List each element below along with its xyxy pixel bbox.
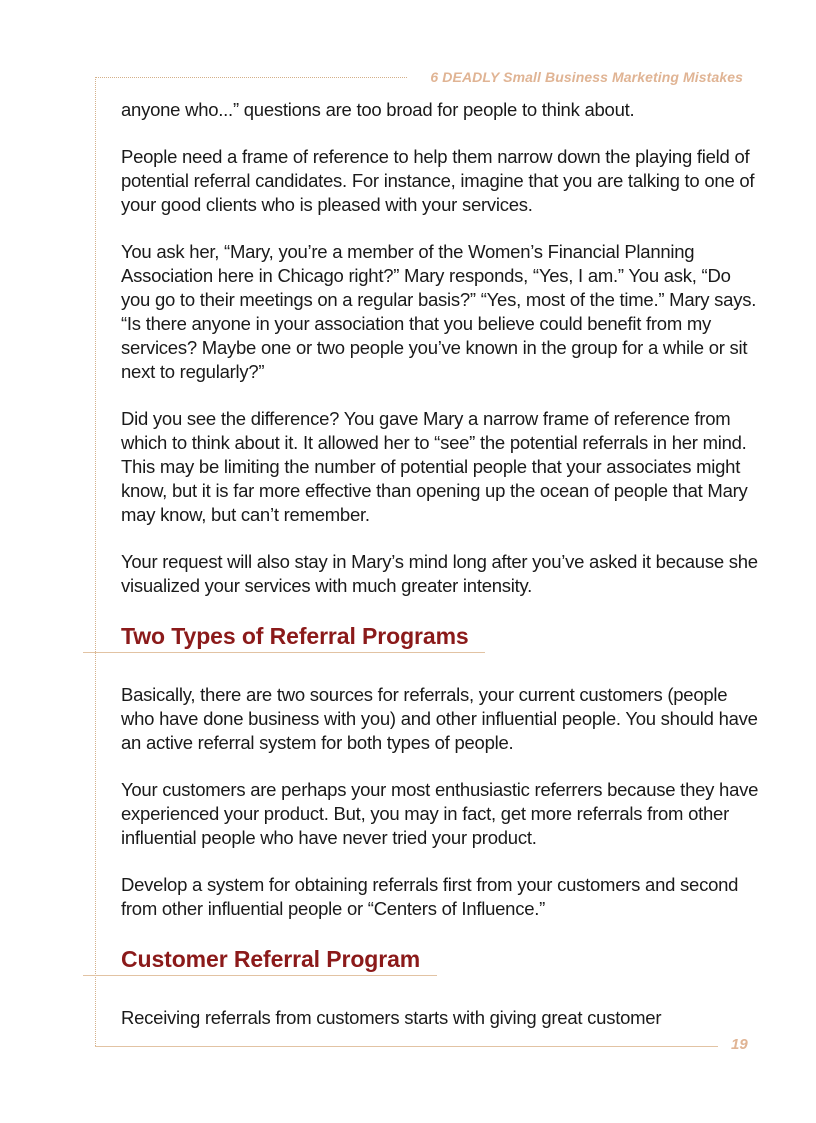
paragraph: Did you see the difference? You gave Mary a narrow frame of reference from which to think about it. It allowed her to “see” the potential referrals in her mind. This may be limiting the number of potential people that your associates might know, but it is far more effective than opening up the ocean of people that Mary may know, but can’t remember. [121,408,748,525]
heading-underline [83,975,437,976]
left-margin-rule [95,77,96,1046]
paragraph: Your customers are perhaps your most enthusiastic referrers because they have experienced your product. But, you may in fact, get more referrals from other influential people who have never tried your product. [121,779,759,848]
section-heading-customer-referral: Customer Referral Program [121,946,421,972]
paragraph: Receiving referrals from customers starts with giving great customer [121,1007,662,1028]
heading-underline [83,652,485,653]
section-heading-two-types: Two Types of Referral Programs [121,623,469,649]
header-rule [95,77,407,78]
paragraph: Develop a system for obtaining referrals first from your customers and second from other influential people or “Centers of Influence.” [121,874,739,919]
paragraph: Basically, there are two sources for referrals, your current customers (people who have done business with you) and other influential people. You should have an active referral system for both types of people. [121,684,758,753]
paragraph: anyone who...” questions are too broad for people to think about. [121,99,635,120]
section-heading-block [121,944,761,1006]
section-heading-block [121,621,761,683]
paragraph: People need a frame of reference to help them narrow down the playing field of potential referral candidates. For instance, imagine that you are talking to one of your good clients who is pleased with your services. [121,146,755,215]
running-header-title: 6 DEADLY Small Business Marketing Mistakes [430,69,743,85]
paragraph: You ask her, “Mary, you’re a member of the Women’s Financial Planning Association here in Chicago right?” Mary responds, “Yes, I am.” You ask, “Do you go to their meetings on a regular basis?” “Yes, most of the time.” Mary says. “Is there anyone in your association that you believe could benefit from my services? Maybe one or two people you’ve known in the group for a while or sit next to regularly?” [121,241,757,382]
paragraph: Your request will also stay in Mary’s mind long after you’ve asked it because she visualized your services with much greater intensity. [121,551,758,596]
page-number: 19 [731,1036,748,1053]
page-body [121,98,761,1053]
